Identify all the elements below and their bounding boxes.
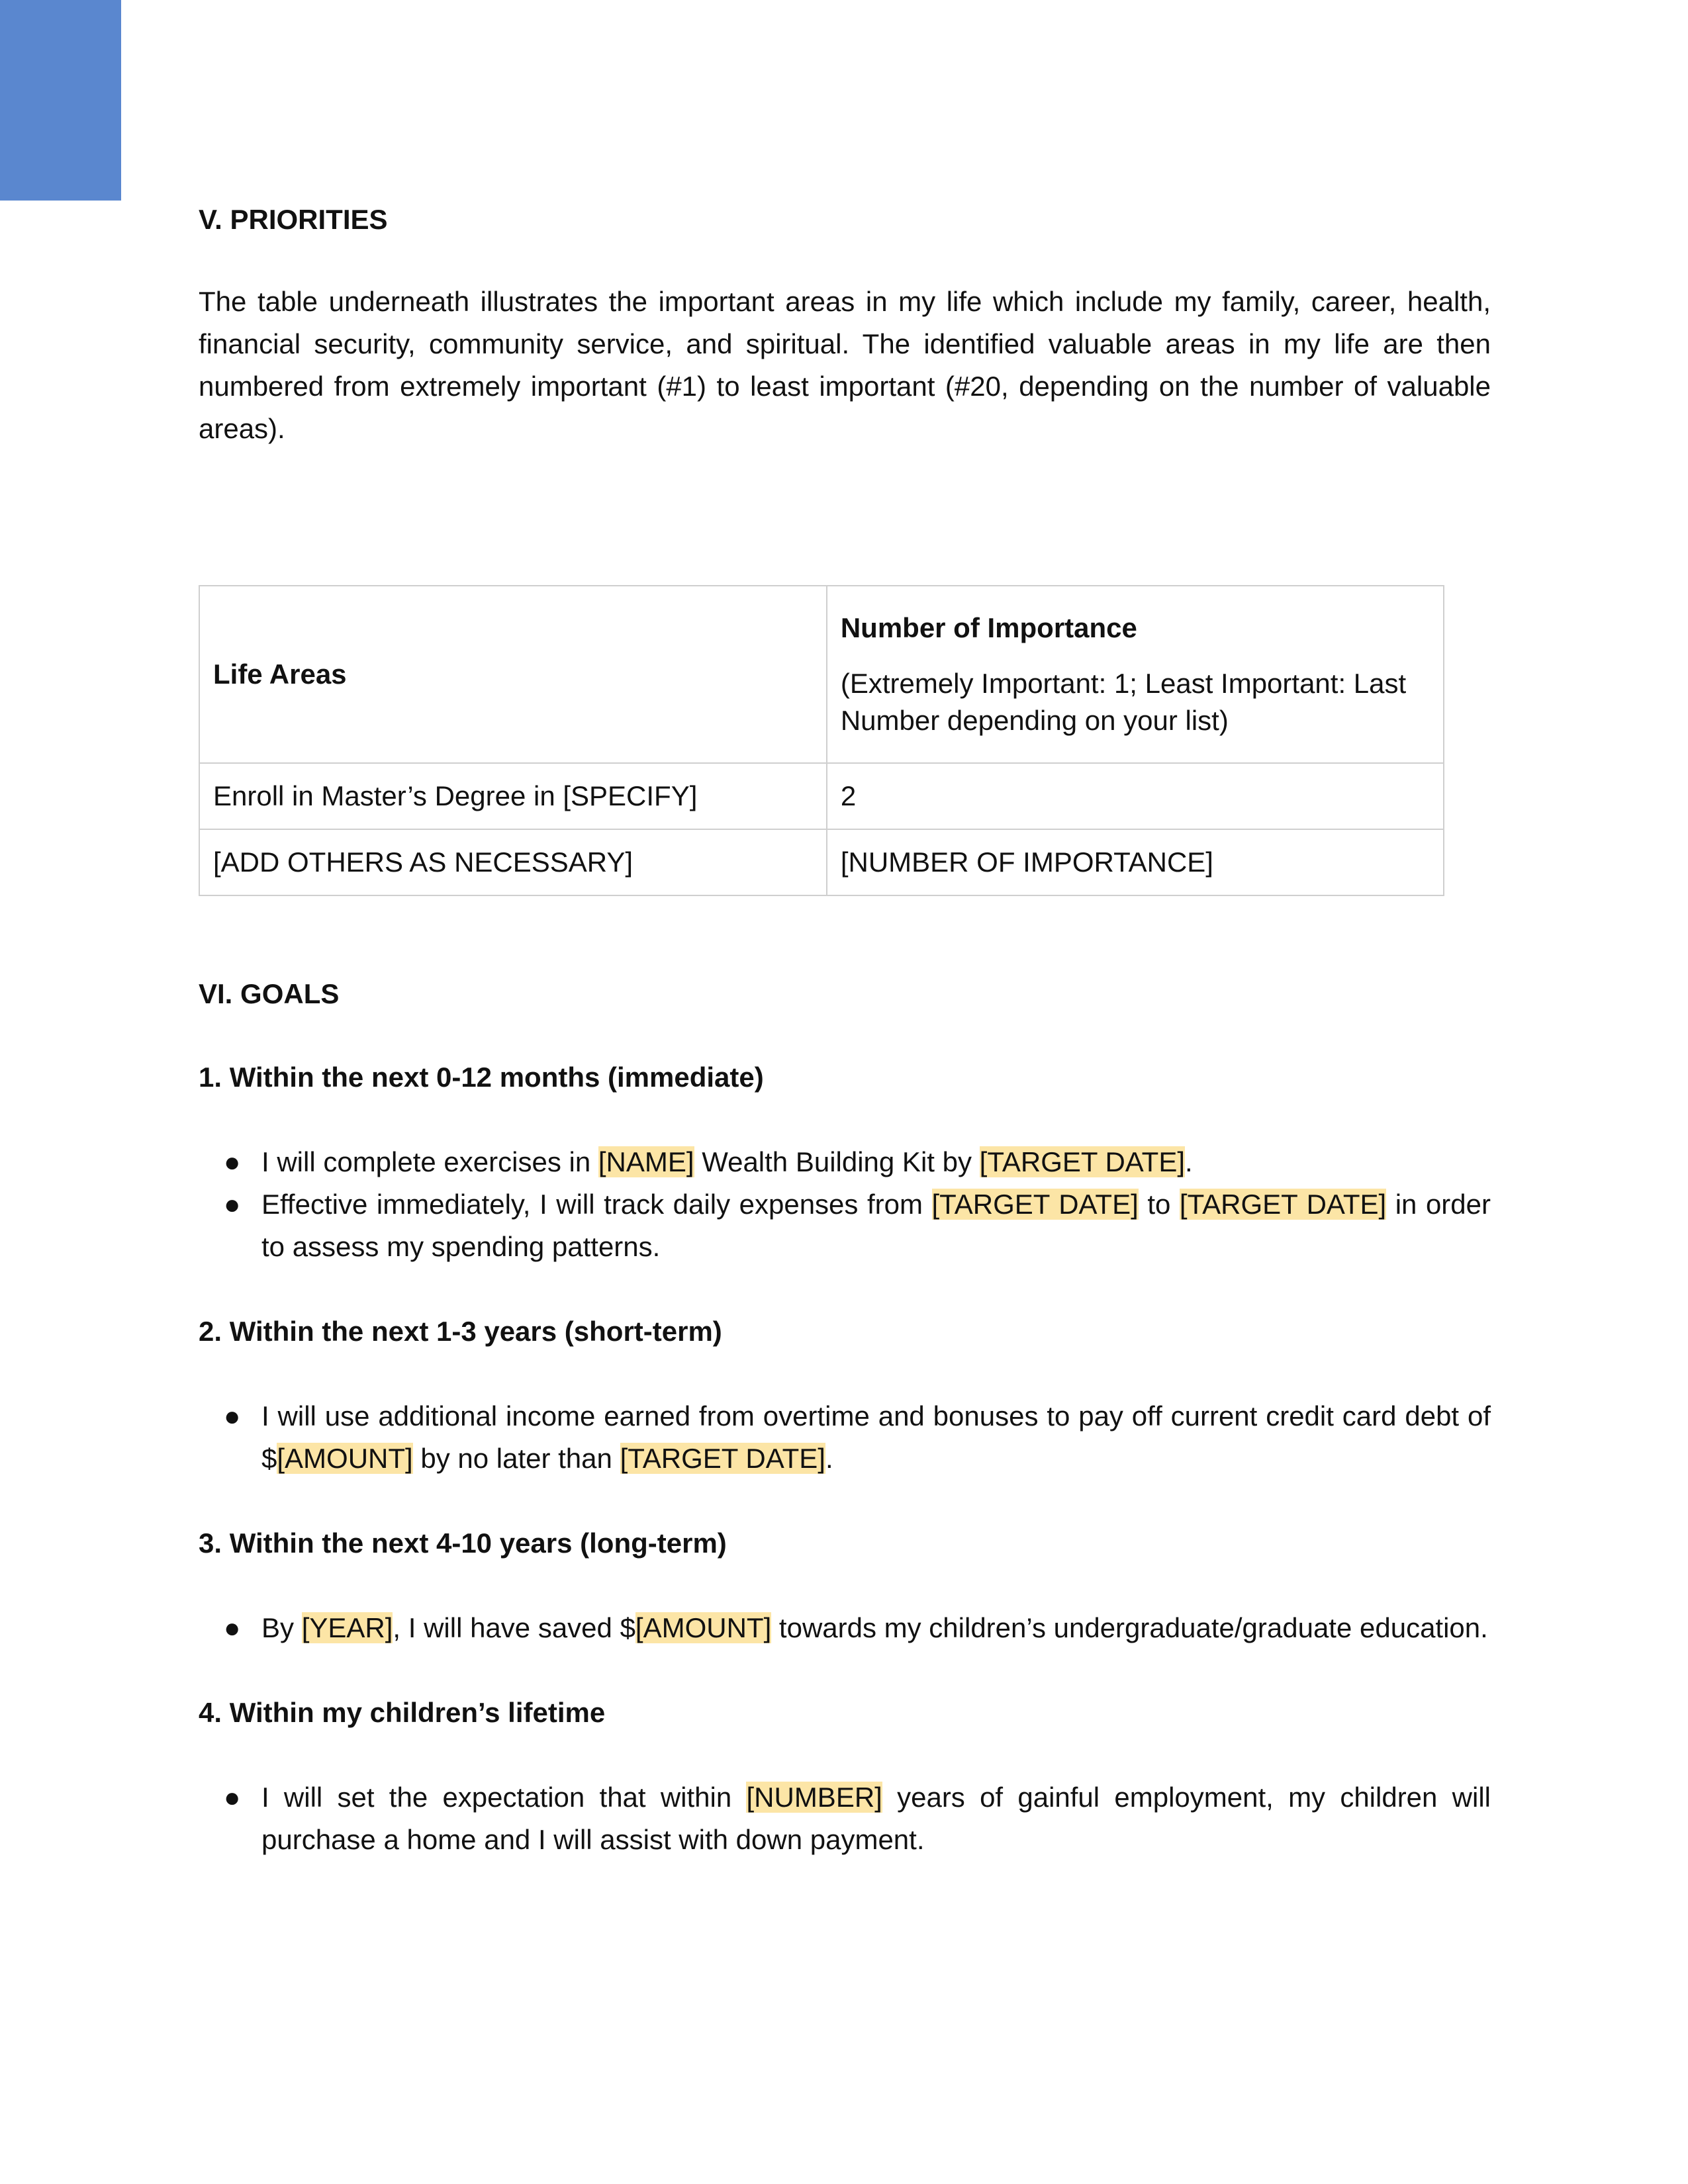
priorities-intro: The table underneath illustrates the important areas in my life which include my family, career, health, financial security, community service, and spiritual. The identified valuable areas in my life are then numbered from extremely important (#1) to least important (#20, depending on the number of valuable areas). bbox=[199, 286, 1491, 444]
placeholder-highlight: [NAME] bbox=[598, 1146, 694, 1177]
cell-importance: 2 bbox=[827, 763, 1444, 829]
header-number-of-importance bbox=[827, 586, 1444, 763]
text-run: By bbox=[261, 1612, 302, 1643]
bullet-icon: ● bbox=[224, 1189, 241, 1220]
placeholder-highlight: [AMOUNT] bbox=[635, 1612, 772, 1643]
placeholder-highlight: [YEAR] bbox=[301, 1612, 393, 1643]
text-run: . bbox=[1185, 1146, 1193, 1177]
table-row bbox=[199, 763, 1444, 829]
text-run: towards my children’s undergraduate/graduate education. bbox=[771, 1612, 1488, 1643]
text-run: in order to assess my spending patterns. bbox=[261, 1189, 1491, 1262]
list-item bbox=[199, 1607, 1491, 1649]
placeholder-highlight: [TARGET DATE] bbox=[979, 1146, 1186, 1177]
text-run: Effective immediately, I will track daily expenses from bbox=[261, 1189, 932, 1220]
goal-list-long-term bbox=[199, 1607, 1491, 1649]
cell-life-area: Enroll in Master’s Degree in [SPECIFY] bbox=[199, 763, 827, 829]
text-run: to bbox=[1138, 1189, 1180, 1220]
table-row bbox=[199, 829, 1444, 895]
list-item bbox=[199, 1776, 1491, 1861]
goal-heading-short-term: 2. Within the next 1-3 years (short-term) bbox=[199, 1316, 722, 1347]
bullet-icon: ● bbox=[224, 1782, 241, 1813]
list-item bbox=[199, 1395, 1491, 1480]
text-run: I will use additional income earned from overtime and bonuses to pay off current credit card debt of $ bbox=[261, 1400, 1491, 1474]
header-importance-note: (Extremely Important: 1; Least Important: Last Number depending on your list) bbox=[840, 668, 1407, 736]
header-life-areas: Life Areas bbox=[199, 586, 827, 763]
placeholder-highlight: [AMOUNT] bbox=[277, 1443, 413, 1474]
text-run: by no later than bbox=[412, 1443, 620, 1474]
placeholder-highlight: [TARGET DATE] bbox=[620, 1443, 825, 1474]
text-run: years of gainful employment, my children will purchase a home and I will assist with down payment. bbox=[261, 1782, 1491, 1855]
placeholder-highlight: [TARGET DATE] bbox=[931, 1189, 1139, 1220]
goal-list-lifetime bbox=[199, 1776, 1491, 1861]
placeholder-highlight: [TARGET DATE] bbox=[1179, 1189, 1387, 1220]
corner-decoration bbox=[0, 0, 121, 201]
goals-title: VI. GOALS bbox=[199, 978, 340, 1009]
text-run: I will set the expectation that within bbox=[261, 1782, 747, 1813]
table-header-row bbox=[199, 586, 1444, 763]
text-run: Wealth Building Kit by bbox=[694, 1146, 980, 1177]
goal-heading-long-term: 3. Within the next 4-10 years (long-term) bbox=[199, 1527, 727, 1559]
bullet-icon: ● bbox=[224, 1146, 241, 1177]
goal-heading-lifetime: 4. Within my children’s lifetime bbox=[199, 1697, 606, 1728]
priorities-title: V. PRIORITIES bbox=[199, 204, 388, 235]
text-run: I will complete exercises in bbox=[261, 1146, 598, 1177]
goal-list-short-term bbox=[199, 1395, 1491, 1480]
list-item bbox=[199, 1183, 1491, 1268]
priorities-table bbox=[199, 585, 1444, 896]
bullet-icon: ● bbox=[224, 1400, 241, 1432]
text-run: . bbox=[825, 1443, 833, 1474]
bullet-icon: ● bbox=[224, 1612, 241, 1643]
cell-importance: [NUMBER OF IMPORTANCE] bbox=[827, 829, 1444, 895]
cell-life-area: [ADD OTHERS AS NECESSARY] bbox=[199, 829, 827, 895]
placeholder-highlight: [NUMBER] bbox=[746, 1782, 882, 1813]
goal-heading-immediate: 1. Within the next 0-12 months (immediate) bbox=[199, 1062, 764, 1093]
goal-list-immediate bbox=[199, 1141, 1491, 1268]
header-importance-title: Number of Importance bbox=[840, 612, 1137, 643]
text-run: , I will have saved $ bbox=[393, 1612, 635, 1643]
document-page bbox=[199, 196, 1491, 1855]
list-item bbox=[199, 1141, 1491, 1183]
goals-section bbox=[199, 970, 1491, 1861]
